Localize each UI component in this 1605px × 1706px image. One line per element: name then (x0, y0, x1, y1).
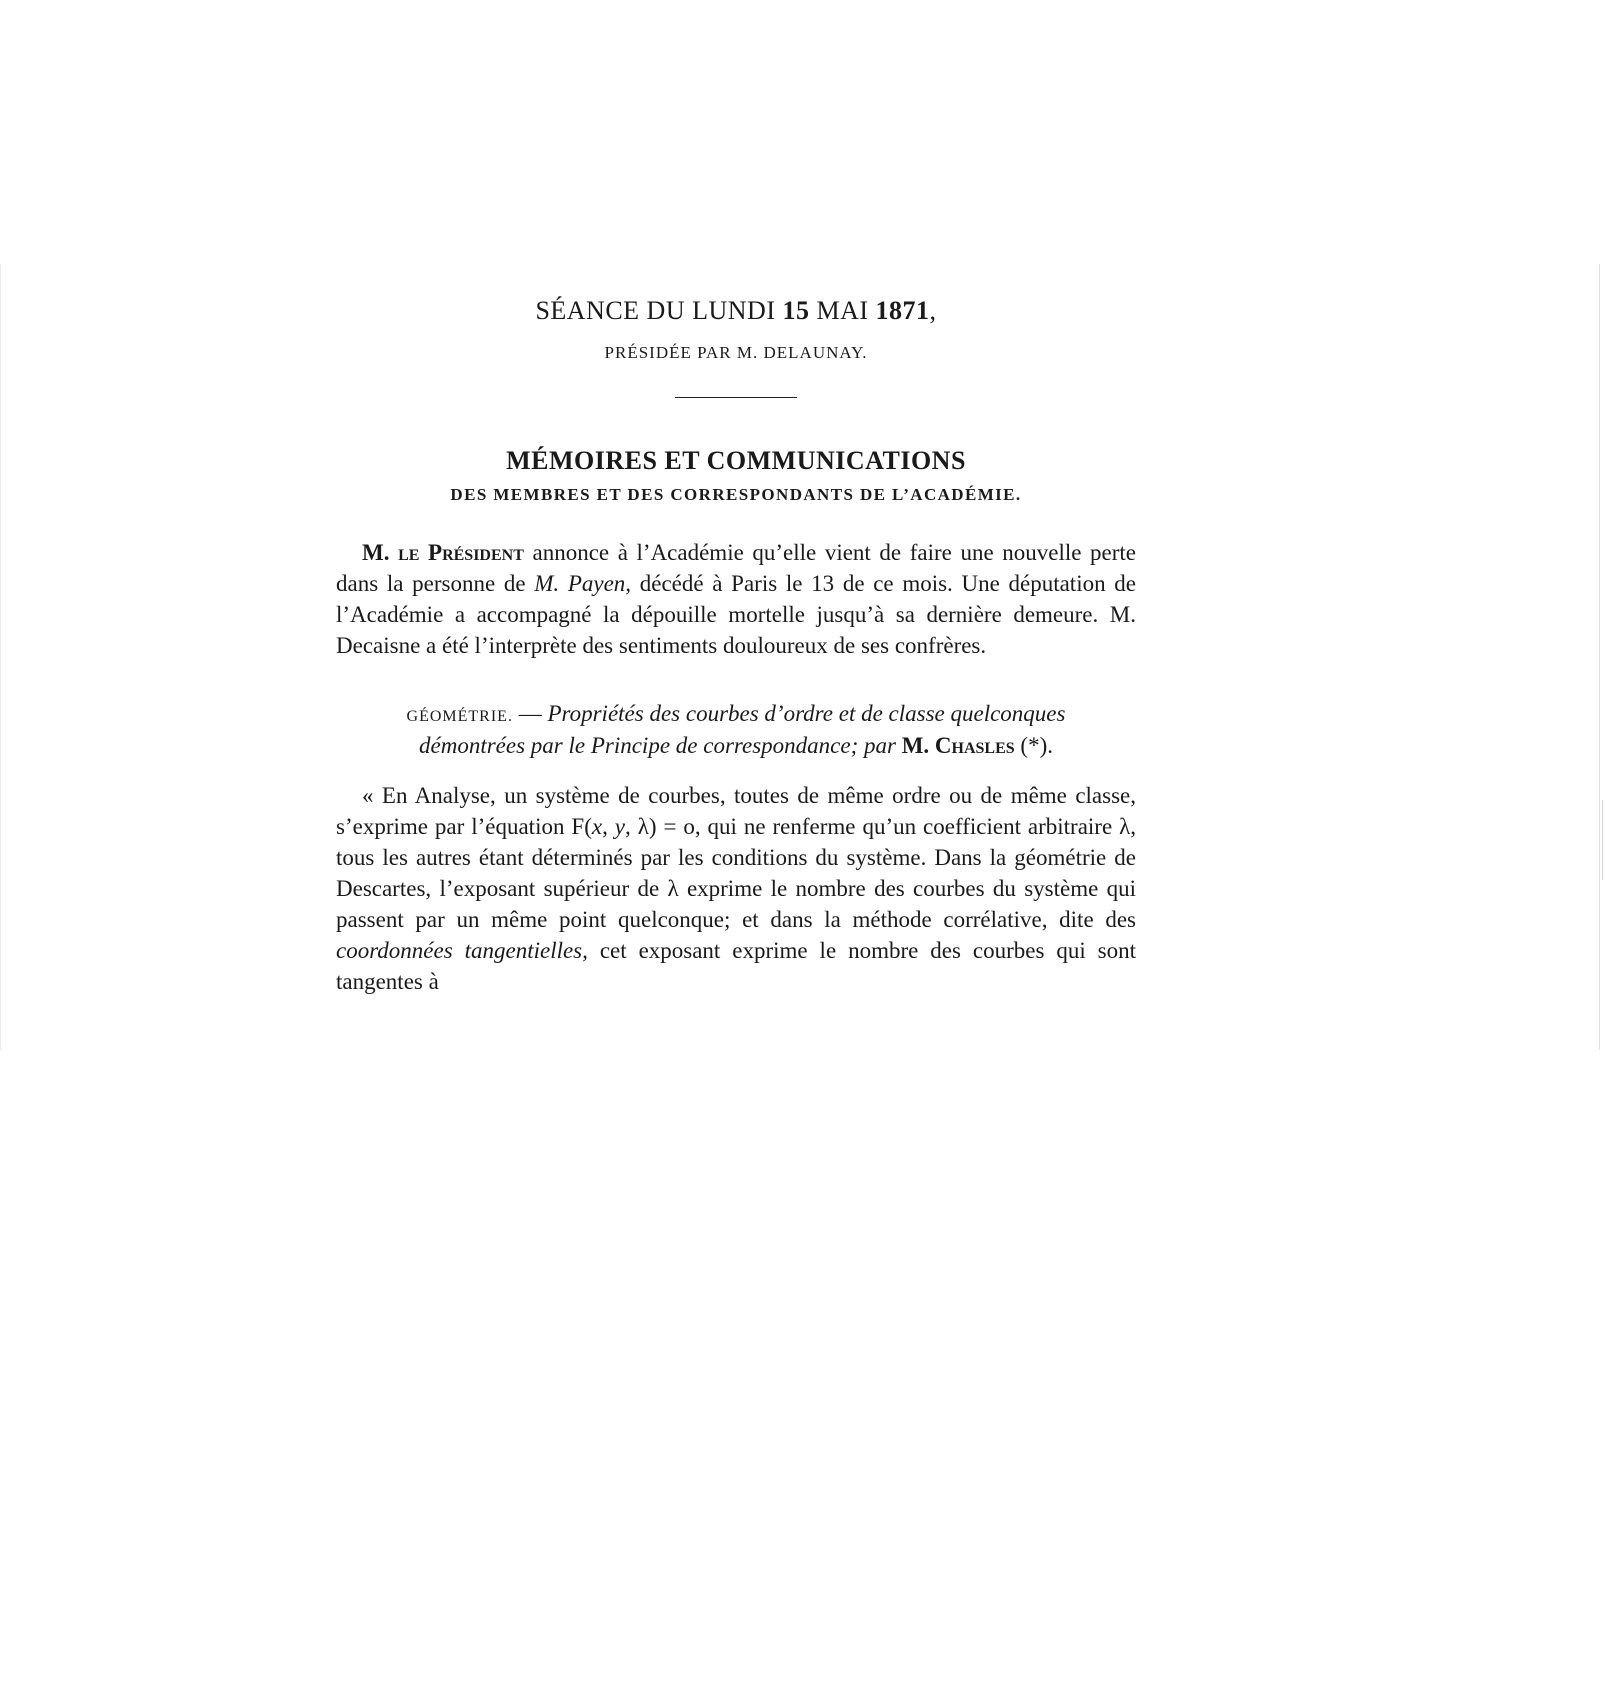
session-heading (336, 298, 1136, 324)
geometry-label: GÉOMÉTRIE. (406, 708, 513, 725)
body-text-a: « En Analyse, un système de courbes, toutes de même ordre ou de même classe, s’exprime par l’équation F( (336, 783, 1136, 839)
geometry-heading (336, 699, 1136, 760)
geometry-title-line1: Propriétés des courbes d’ordre et de classe quelconques (547, 701, 1066, 726)
body-var-y: y (614, 814, 625, 839)
body-text-b: , λ) = o, qui ne renferme qu’un coefficient arbitraire λ, tous les autres étant déterminés par les conditions du système. Dans la géométrie de Descartes, l’exposant supérieur de λ exprime le nombre des courbes du système qui passent par un même point quelconque; et dans la méthode corrélative, dite des (336, 814, 1137, 932)
session-month: MAI (809, 296, 876, 325)
scan-left-edge (0, 264, 1, 1050)
scan-right-mark (1602, 800, 1603, 880)
body-text-c: cet exposant exprime le nombre des courbes qui sont tangentes à (336, 938, 1136, 994)
presided-by: PRÉSIDÉE PAR M. DELAUNAY. (604, 343, 868, 362)
announcement-name: M. Payen, (534, 571, 632, 596)
session-day: 15 (782, 296, 810, 325)
session-suffix: , (929, 296, 937, 325)
geometry-title-line2: démontrées par le Principe de correspondance; par (419, 733, 902, 758)
body-paragraph (336, 780, 1136, 997)
body-italic-term: coordonnées tangentielles, (336, 938, 588, 963)
announcement-text-b: décédé à Paris le 13 de ce mois. Une députation de l’Académie a accompagné la dépouille mortelle jusqu’à sa dernière demeure. M. Decaisne a été l’interprète des sentiments douloureux de ses confrères. (336, 571, 1136, 658)
geometry-footnote-mark: (*). (1014, 733, 1053, 758)
session-prefix: SÉANCE DU LUNDI (535, 296, 783, 325)
announcement-speaker-le: le (398, 540, 420, 565)
announcement-paragraph (336, 537, 1136, 661)
body-comma: , (602, 814, 615, 839)
geometry-dash: — (512, 701, 548, 726)
session-year: 1871 (875, 296, 930, 325)
section-subtitle: DES MEMBRES ET DES CORRESPONDANTS DE L’ACADÉMIE. (450, 485, 1022, 504)
announcement-text-a: annonce à l’Académie qu’elle vient de faire une nouvelle perte dans la personne de (336, 540, 1137, 596)
scan-right-edge (1599, 264, 1600, 1050)
geometry-author-m: M. (901, 733, 930, 758)
announcement-speaker-title: Président (428, 540, 524, 565)
document-page (336, 288, 1136, 997)
announcement-speaker-m: M. (362, 540, 390, 565)
body-var-x: x (591, 814, 603, 839)
geometry-author-name: Chasles (934, 733, 1015, 758)
section-title: MÉMOIRES ET COMMUNICATIONS (506, 446, 966, 475)
section-divider (675, 397, 797, 398)
